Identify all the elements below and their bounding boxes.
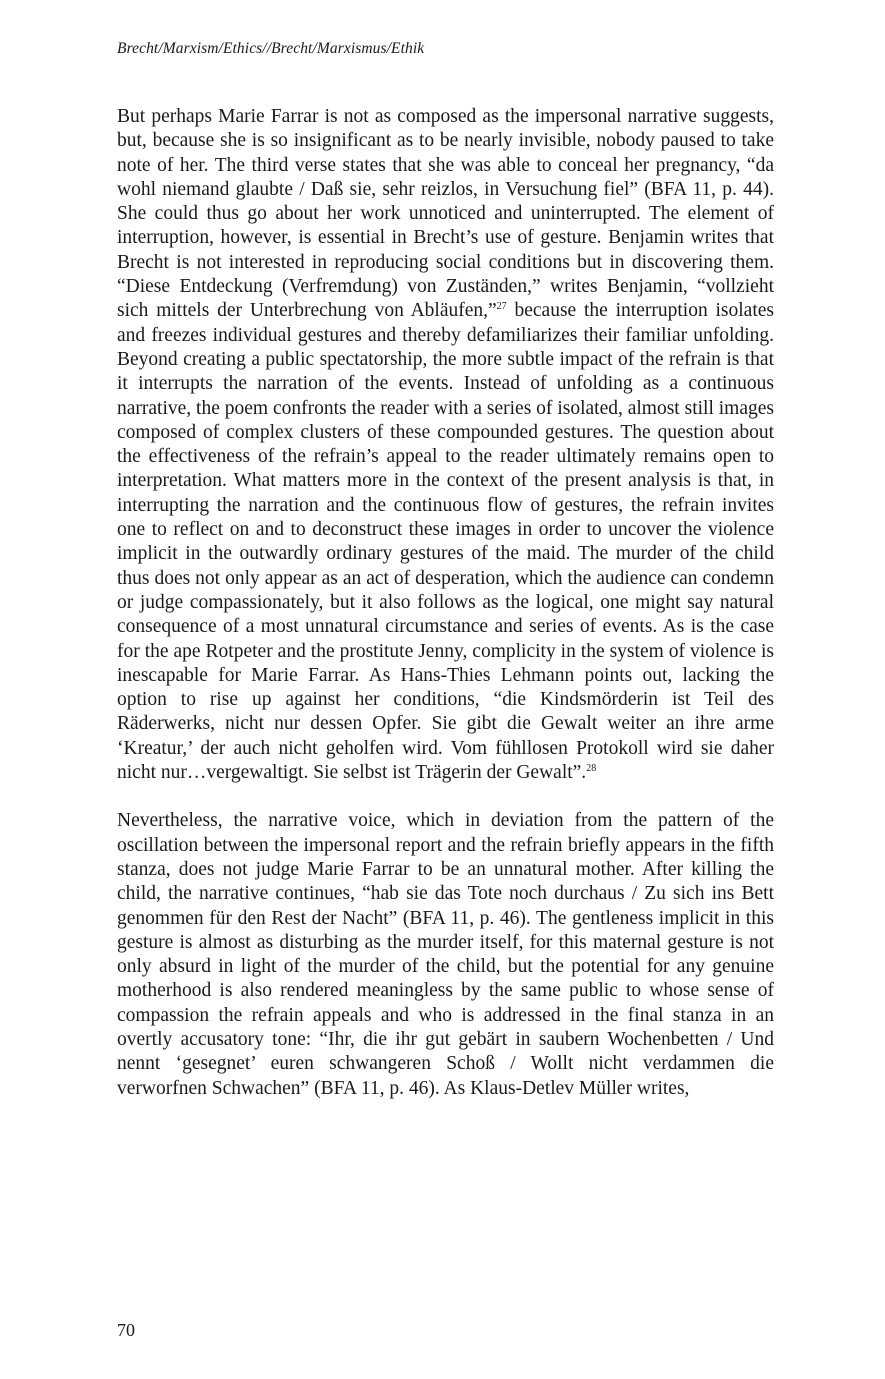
paragraph-2	[117, 809, 774, 1101]
body-text	[117, 105, 774, 1101]
footnote-ref-28[interactable]: 28	[586, 763, 597, 775]
running-head: Brecht/Marxism/Ethics//Brecht/Marxismus/Ethik	[117, 40, 425, 57]
footnote-ref-27[interactable]: 27	[496, 301, 507, 313]
paragraph-1	[117, 105, 774, 785]
paragraph-1-text-b: because the interruption isolates and freezes individual gestures and thereby defamiliarizes their familiar unfolding. Beyond creating a public spectatorship, the more subtle impact of the refrain is that it interrupts the narration of the events. Instead of unfolding as a continuous narrative, the poem confronts the reader with a series of isolated, almost still images composed of complex clusters of these compounded gestures. The question about the effectiveness of the refrain’s appeal to the reader ultimately remains open to interpretation. What matters more in the context of the present analysis is that, in interrupting the narration and the continuous flow of gestures, the refrain invites one to reflect on and to deconstruct these images in order to uncover the violence implicit in the outwardly ordinary gestures of the maid. The murder of the child thus does not only appear as an act of desperation, which the audience can condemn or judge compassionately, but it also follows as the logical, one might say natural consequence of a most unnatural circumstance and series of events. As is the case for the ape Rotpeter and the prostitute Jenny, complicity in the system of violence is inescapable for Marie Farrar. As Hans-Thies Lehmann points out, lacking the option to rise up against her conditions, “die Kindsmörderin ist Teil des Räderwerks, nicht nur dessen Opfer. Sie gibt die Gewalt weiter an ihre arme ‘Kreatur,’ der auch nicht geholfen wird. Vom fühllosen Protokoll wird sie daher nicht nur…vergewaltigt. Sie selbst ist Trägerin der Gewalt”.	[117, 300, 775, 784]
paragraph-2-text: Nevertheless, the narrative voice, which in deviation from the pattern of the oscillation between the impersonal report and the refrain briefly appears in the fifth stanza, does not judge Marie Farrar to be an unnatural mother. After killing the child, the narrative continues, “hab sie das Tote noch durchaus / Zu sich ins Bett genommen für den Rest der Nacht” (BFA 11, p. 46). The gentleness implicit in this gesture is almost as disturbing as the murder itself, for this maternal gesture is not only absurd in light of the murder of the child, but the potential for any genuine motherhood is also rendered meaningless by the same public to whose sense of compassion the refrain appeals and who is addressed in the final stanza in an overtly accusatory tone: “Ihr, die ihr gut gebärt in saubern Wochenbetten / Und nennt ‘gesegnet’ euren schwangeren Schoß / Wollt nicht verdammen die verworfnen Schwachen” (BFA 11, p. 46). As Klaus-Detlev Müller writes,	[117, 810, 774, 1099]
paragraph-1-text-a: But perhaps Marie Farrar is not as composed as the impersonal narrative suggests, but, because she is so insignificant as to be nearly invisible, nobody paused to take note of her. The third verse states that she was able to conceal her pregnancy, “da wohl niemand glaubte / Daß sie, sehr reizlos, in Versuchung fiel” (BFA 11, p. 44). She could thus go about her work unnoticed and uninterrupted. The element of interruption, however, is essential in Brecht’s use of gesture. Benjamin writes that Brecht is not interested in reproducing social conditions but in discovering them. “Diese Entdeckung (Verfremdung) von Zuständen,” writes Benjamin, “vollzieht sich mittels der Unterbrechung von Abläufen,”	[117, 106, 774, 322]
page-number: 70	[117, 1320, 135, 1340]
